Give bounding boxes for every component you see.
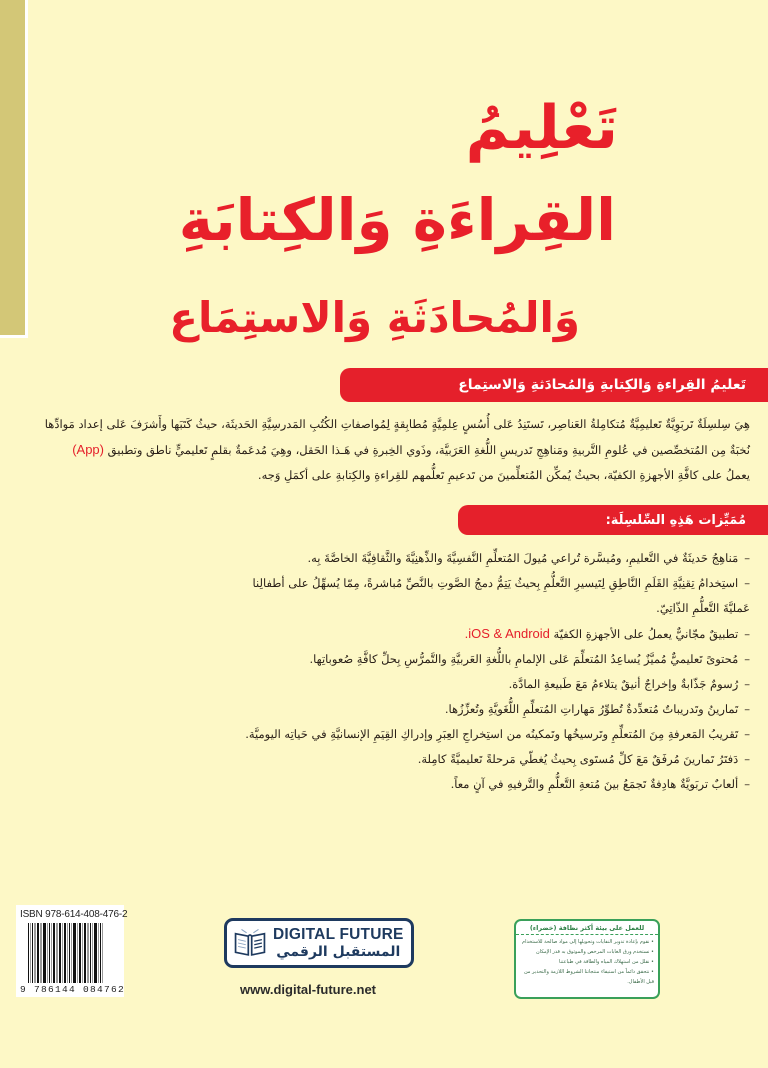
open-book-icon bbox=[233, 926, 267, 960]
barcode-bar bbox=[79, 923, 81, 983]
intro-line-text: نُخبَةٌ مِن المُتخصِّصين في عُلومِ التَّربيةِ ومَناهِجِ تَدريسِ اللُّغةِ العَرَبيَّة، وذَوي الخِبرةِ في هَـذا الحَقل، وهِيَ مُدعَمةٌ بقلمٍ تَعليميٍّ ناطق وتطبيق bbox=[107, 443, 750, 457]
eco-notice-item: • نتحقق دائماً من استيفاء منتجاتنا الشروط اللازمة والتحذير من bbox=[523, 969, 654, 975]
publisher-name-en: DIGITAL FUTURE bbox=[273, 926, 404, 944]
barcode-bar bbox=[102, 923, 103, 983]
eco-notice-list bbox=[516, 935, 658, 989]
barcode-bar bbox=[71, 923, 72, 983]
feature-item bbox=[30, 546, 750, 571]
barcode-bar bbox=[30, 923, 31, 983]
bullet-dash: – bbox=[744, 551, 750, 565]
publisher-name-ar: المستقبل الرقمي bbox=[276, 943, 401, 960]
publisher-website[interactable]: www.digital-future.net bbox=[240, 982, 377, 997]
barcode-bar bbox=[94, 923, 97, 983]
barcode-bar bbox=[59, 923, 61, 983]
barcode-bar bbox=[32, 923, 33, 983]
feature-item bbox=[30, 571, 750, 596]
bullet-dash: – bbox=[744, 702, 750, 716]
barcode-bar bbox=[53, 923, 55, 983]
bullet-dash: – bbox=[744, 677, 750, 691]
feature-item bbox=[30, 672, 750, 697]
intro-banner bbox=[340, 368, 768, 402]
feature-item bbox=[30, 747, 750, 772]
barcode-bar bbox=[73, 923, 76, 983]
intro-line bbox=[30, 437, 750, 463]
intro-line: يعملُ على كافَّةِ الأجهزةِ الكفيّة، بحيثُ يُمكِّن المُتعلِّمينَ من تَدعيمِ تَعلُّمهم للقِراءةِ والكِتابةِ على أكمَلِ وَجه. bbox=[257, 468, 750, 482]
barcode-bar bbox=[87, 923, 89, 983]
bullet-dash: – bbox=[744, 652, 750, 666]
barcode-digits: 9 786144 084762 bbox=[20, 984, 126, 995]
features-banner-text: مُمَيِّزات هَذِهِ السِّلسِلَة: bbox=[605, 512, 746, 528]
barcode-bar bbox=[100, 923, 101, 983]
feature-item bbox=[30, 697, 750, 722]
barcode-bar bbox=[49, 923, 50, 983]
barcode-bar bbox=[47, 923, 48, 983]
feature-text: تَمارينُ وتَدريباتٌ مُتعدِّدةٌ تُطوِّرُ مَهاراتِ المُتعلِّمِ اللُّغَويَّةِ وتُعزِّزُها. bbox=[444, 702, 739, 716]
eco-notice-title: للعمل على بيئة أكثر نظافة (خضراء) bbox=[516, 921, 658, 935]
barcode-bar bbox=[43, 923, 46, 983]
barcode-bar bbox=[69, 923, 70, 983]
feature-text: عَمليَّةَ التَّعلُّمِ الذّاتِيّ. bbox=[656, 601, 750, 615]
feature-item bbox=[30, 772, 750, 797]
intro-paragraph bbox=[30, 412, 750, 488]
barcode-bar bbox=[51, 923, 52, 983]
cover-side-strip bbox=[0, 0, 28, 338]
feature-text: استِخدامُ تِقنِيَّةِ القَلَمِ النَّاطِقِ لِتَيسيرِ التَّعلُّمِ بِحيثُ يَتِمُّ دمجُ الصَّوتِ بالنَّصِّ مُباشرةً، مِمّا يُسهِّلُ على أطفالِنا bbox=[252, 576, 739, 590]
eco-notice-item: • نستخدم ورق الغابات المرخص والموثوق به قدر الإمكان bbox=[536, 949, 654, 955]
eco-notice-item: • نقوم بإعادة تدوير النفايات وتحويلها إلى مواد صالحة للاستخدام bbox=[522, 939, 654, 945]
barcode-bar bbox=[90, 923, 91, 983]
barcode-bar bbox=[84, 923, 86, 983]
eco-notice-item: قبل الأطفال. bbox=[627, 979, 654, 985]
publisher-logo bbox=[224, 918, 414, 968]
barcode-bar bbox=[77, 923, 78, 983]
feature-text: مُحتوىً تَعليميٌّ مُميَّزٌ يُساعِدُ المُتعلِّمَ عَلى الإلمامِ باللُّغةِ العَربيَّةِ والتَّمرُّسِ بِحلِّ كافَّةِ صُعوباتِها. bbox=[309, 652, 739, 666]
barcode-bar bbox=[82, 923, 83, 983]
feature-item-continuation bbox=[30, 596, 750, 621]
features-banner bbox=[458, 505, 768, 535]
isbn-barcode bbox=[16, 905, 128, 997]
cover-title-line-1: تَعْلِيمُ bbox=[465, 93, 618, 163]
feature-text: تَقريبُ المَعرفةِ مِنَ المُتعلِّمِ وتَرسيخُها وتَمكينُه من استِخراجِ العِبَرِ وإدراكِ القِيَمِ الإنسانيَّةِ في حَياتِه اليوميَّة. bbox=[245, 727, 739, 741]
eco-notice-item: • نقلل من استهلاك المياه والطاقة في طباعتنا bbox=[559, 959, 654, 965]
bullet-dash: – bbox=[744, 727, 750, 741]
feature-text: تطبيقٌ مجّانيٌّ يعملُ على الأجهزةِ الكفيّة bbox=[553, 627, 739, 641]
features-list bbox=[30, 546, 750, 797]
feature-item bbox=[30, 722, 750, 747]
feature-text: دَفتَرُ تَمارينَ مُرفَقٌ مَعَ كلِّ مُستَوى بِحيثُ يُغطّي مَرحلةً تَعليميَّةً كامِلة. bbox=[417, 752, 739, 766]
bullet-dash: – bbox=[744, 627, 750, 641]
barcode-bar bbox=[40, 923, 42, 983]
barcode-bar bbox=[28, 923, 29, 983]
barcode-bar bbox=[92, 923, 93, 983]
intro-line: هِيَ سِلسِلَةٌ تَربَوِيَّةٌ تَعليمِيَّةٌ مُتكامِلةُ العَناصِر، تَستَنِدُ عَلى أُسُسٍ عِلمِيَّةٍ مُطابِقةٍ لِمُواصفاتِ الكُتُبِ المَدرسِيَّةِ الحَديثَة، حيثُ كَتَبَها وأَشرَفَ عَلى إعداد مَوادِّها bbox=[44, 417, 750, 431]
barcode-bar bbox=[34, 923, 36, 983]
isbn-number: ISBN 978-614-408-476-2 bbox=[20, 909, 128, 920]
feature-item bbox=[30, 647, 750, 672]
barcode-bar bbox=[64, 923, 66, 983]
barcode-bar bbox=[67, 923, 68, 983]
barcode-bars bbox=[20, 923, 120, 983]
feature-text: ألعابٌ تربَويَّةٌ هادِفةٌ تَجمَعُ بينَ مُتعةِ التَّعلُّمِ والتَّرفيهِ في آنٍ معاً. bbox=[450, 777, 739, 791]
barcode-bar bbox=[98, 923, 99, 983]
feature-item bbox=[30, 621, 750, 647]
cover-title-line-3: وَالمُحادَثَةِ وَالاستِمَاع bbox=[169, 293, 580, 342]
platforms-label: iOS & Android. bbox=[464, 626, 550, 641]
intro-banner-text: تَعليمُ القِراءةِ وَالكِتابةِ وَالمُحادَثةِ وَالاستِماع bbox=[458, 377, 746, 393]
bullet-dash: – bbox=[744, 777, 750, 791]
bullet-dash: – bbox=[744, 576, 750, 590]
feature-text: مَناهِجُ حَديثَةٌ في التَّعليمِ، ومُيسَّرة تُراعي مُيولَ المُتعلِّمِ النَّفسِيَّةَ والذِّهنِيَّةَ والثَّقافِيَّةَ الخاصَّةَ بِه. bbox=[307, 551, 739, 565]
barcode-bar bbox=[62, 923, 63, 983]
feature-text: رُسومٌ جَذّابةٌ وإخراجٌ أنيقٌ يتلاءمُ مَعَ طَبيعةِ المادَّة. bbox=[508, 677, 739, 691]
app-label: (App) bbox=[72, 442, 105, 457]
eco-notice-box bbox=[514, 919, 660, 999]
barcode-bar bbox=[37, 923, 39, 983]
cover-title-line-2: القِراءَةِ وَالكِتابَةِ bbox=[178, 186, 616, 254]
barcode-bar bbox=[56, 923, 58, 983]
bullet-dash: – bbox=[744, 752, 750, 766]
